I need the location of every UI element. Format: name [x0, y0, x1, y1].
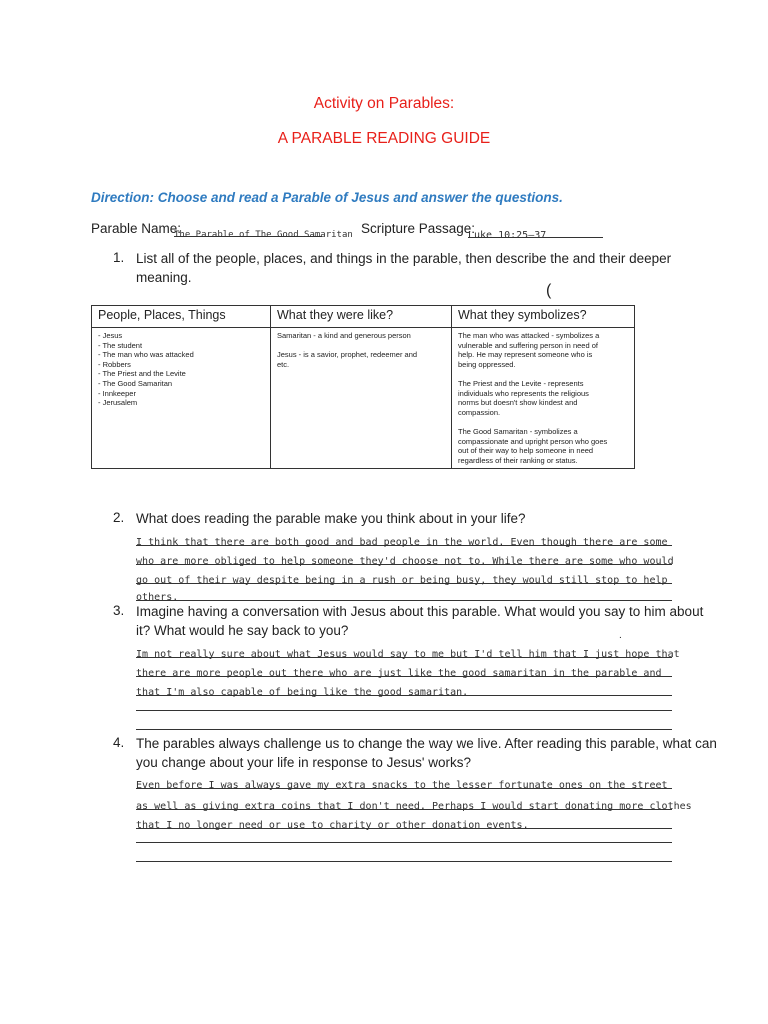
question-3-line: Imagine having a conversation with Jesus about this parable. What would you say to him about [136, 604, 704, 619]
question-3-number: 3. [113, 603, 125, 618]
table-cell-line: - Robbers [98, 359, 131, 369]
blank-answer-line [136, 710, 672, 711]
direction-text: Direction: Choose and read a Parable of Jesus and answer the questions. [91, 190, 563, 205]
scripture-passage-value: Luke 10:25–37 [468, 230, 547, 241]
table-cell-line: The man who was attacked - symbolizes a [458, 331, 600, 340]
answer-text: as well as giving extra coins that I don't need. Perhaps I would start donating more clothes [136, 801, 692, 812]
question-2-line: What does reading the parable make you think about in your life? [136, 511, 526, 526]
blank-answer-line [136, 842, 672, 843]
answer-text: go out of their way despite being in a rush or being busy, they would still stop to help [136, 575, 668, 586]
table-cell-line: being oppressed. [458, 359, 516, 369]
question-3-line: it? What would he say back to you? [136, 623, 349, 638]
answer-text: that I no longer need or use to charity or other donation events. [136, 820, 529, 831]
answer-line [136, 532, 672, 546]
question-4-text [136, 734, 717, 772]
table-cell-line: - Jesus [98, 331, 123, 340]
answer-line [136, 570, 672, 584]
table-cell-line: The Priest and the Levite - represents [458, 378, 584, 388]
table-header: People, Places, Things [92, 306, 271, 328]
table-cell-line: - The man who was attacked [98, 350, 194, 360]
answer-text: Even before I was always gave my extra snacks to the lesser fortunate ones on the street [136, 780, 668, 791]
table-cell-line: out of their way to help someone in need [458, 446, 594, 456]
table-header: What they symbolizes? [452, 306, 635, 328]
table-cell-line: Jesus - is a savior, prophet, redeemer and [277, 350, 418, 360]
answer-text: I think that there are both good and bad people in the world. Even though there are some [136, 537, 668, 548]
scripture-passage-label: Scripture Passage: [361, 221, 476, 236]
parable-name-value: The Parable of The Good Samaritan [174, 230, 353, 240]
question-1-line: List all of the people, places, and things in the parable, then describe the and their deeper [136, 251, 672, 266]
table-cell-line: Samaritan - a kind and generous person [277, 331, 411, 340]
parable-table [91, 305, 635, 469]
page-title: Activity on Parables: [313, 95, 455, 112]
table-row [92, 328, 635, 469]
answer-text: who are more obliged to help someone they'd choose not to. While there are some who would [136, 556, 674, 567]
question-2-number: 2. [113, 510, 125, 525]
table-cell-line: help. He may represent someone who is [458, 350, 593, 360]
question-1-number: 1. [113, 250, 125, 265]
what-they-were-like-cell [271, 328, 452, 469]
stray-mark: . [619, 630, 622, 641]
table-cell-line: vulnerable and suffering person in need of [458, 340, 598, 350]
question-2-text [136, 509, 656, 528]
table-cell-line: The Good Samaritan - symbolizes a [458, 426, 578, 436]
people-places-things-cell [92, 328, 271, 469]
table-cell-line: compassion. [458, 407, 501, 417]
answer-line [136, 587, 672, 601]
handwritten-mark: ( [546, 282, 552, 299]
table-cell-line: etc. [277, 359, 290, 369]
question-1-line: meaning. [136, 270, 192, 285]
table-cell-line: - The Priest and the Levite [98, 369, 186, 379]
answer-line [136, 663, 672, 677]
answer-line [136, 644, 680, 660]
table-cell-line: - The Good Samaritan [98, 378, 173, 388]
table-header: What they were like? [271, 306, 452, 328]
answer-text: others. [136, 592, 179, 603]
table-cell-gap [277, 341, 445, 351]
answer-line [136, 682, 672, 696]
blank-answer-line [136, 861, 672, 862]
question-4-number: 4. [113, 735, 125, 750]
question-3-text [136, 602, 704, 640]
question-4-line: The parables always challenge us to change the way we live. After reading this parable, what can [136, 736, 717, 751]
parable-name-field [174, 224, 353, 240]
answer-text: there are more people out there who are just like the good samaritan in the parable and [136, 668, 662, 679]
answer-line [136, 775, 672, 789]
answer-line [136, 815, 672, 829]
table-cell-line: norms but doesn't show kindest and [458, 398, 578, 408]
table-cell-line: individuals who represents the religious [458, 388, 589, 398]
table-cell-line: - Jerusalem [98, 398, 138, 408]
parable-name-label: Parable Name: [91, 221, 182, 236]
question-4-line: you change about your life in response to Jesus' works? [136, 755, 472, 770]
table-cell-gap [458, 369, 628, 379]
what-they-symbolize-cell [452, 328, 635, 469]
blank-answer-line [136, 729, 672, 730]
scripture-passage-field [468, 225, 603, 241]
answer-text: that I'm also capable of being like the good samaritan. [136, 687, 469, 698]
table-cell-line: - The student [98, 340, 143, 350]
question-1-text [136, 249, 672, 287]
answer-text: Im not really sure about what Jesus would say to me but I'd tell him that I just hope that [136, 649, 680, 660]
table-cell-line: regardless of their ranking or status. [458, 455, 578, 465]
answer-line [136, 551, 672, 565]
table-cell-line: - Innkeeper [98, 388, 136, 398]
answer-line [136, 796, 692, 812]
table-header-row [92, 306, 635, 328]
page-subtitle: A PARABLE READING GUIDE [277, 130, 491, 147]
table-cell-line: compassionate and upright person who goes [458, 436, 608, 446]
table-cell-gap [458, 417, 628, 427]
